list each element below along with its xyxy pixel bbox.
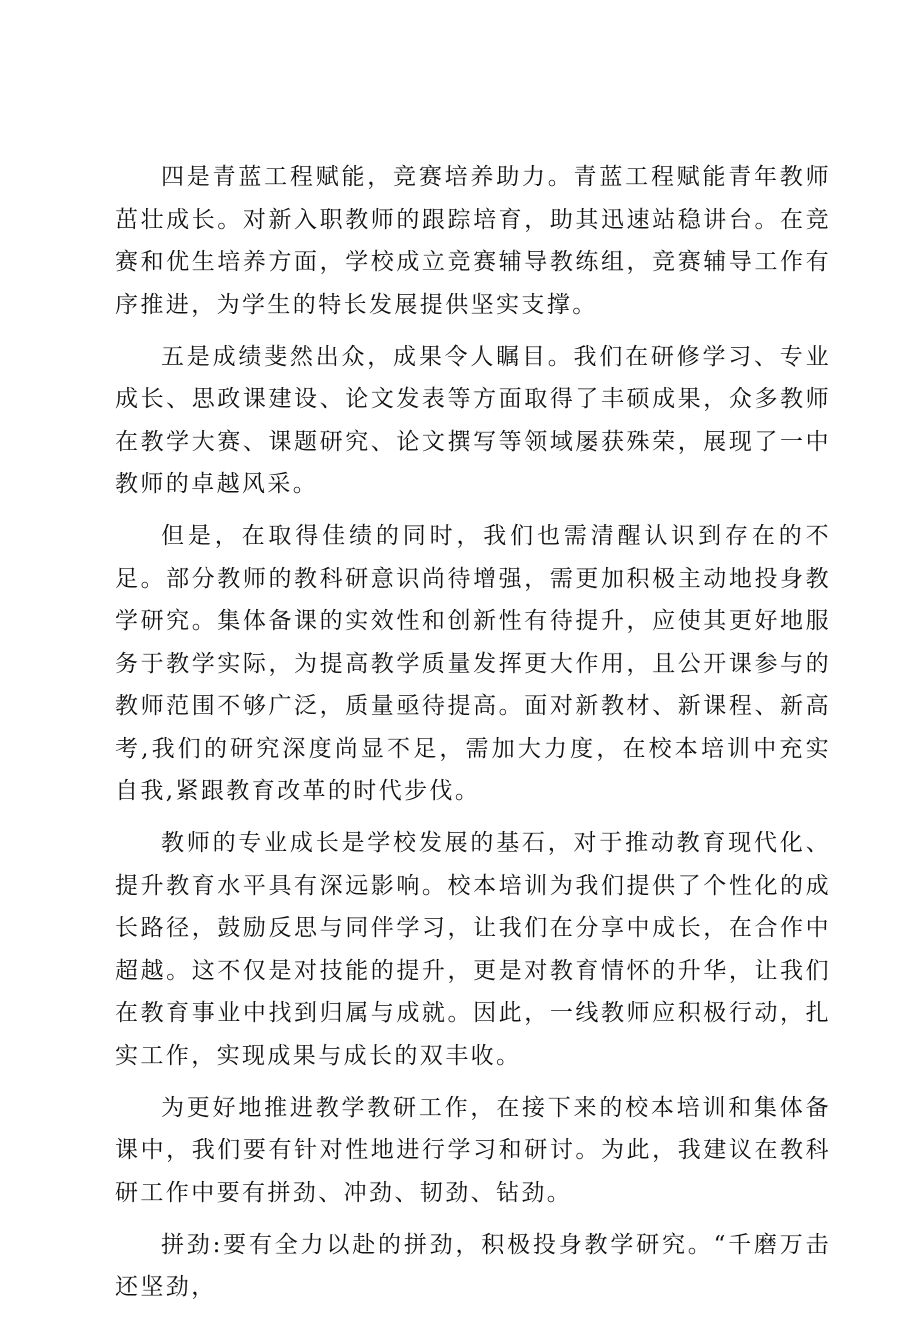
paragraph-2: 五是成绩斐然出众，成果令人瞩目。我们在研修学习、专业成长、思政课建设、论文发表等方面取得了丰硕成果，众多教师在教学大赛、课题研究、论文撰写等领域屡获殊荣，展现了一中教师的卓越风采。 [115,343,831,497]
paragraph-1: 四是青蓝工程赋能，竞赛培养助力。青蓝工程赋能青年教师茁壮成长。对新入职教师的跟踪培育，助其迅速站稳讲台。在竞赛和优生培养方面，学校成立竞赛辅导教练组，竞赛辅导工作有序推进，为学生的特长发展提供坚实支撑。 [115,164,831,318]
document-body [115,156,831,1318]
paragraph-6: 拼劲:要有全力以赴的拼劲，积极投身教学研究。“千磨万击还坚劲， [115,1231,831,1300]
paragraph-4: 教师的专业成长是学校发展的基石，对于推动教育现代化、提升教育水平具有深远影响。校本培训为我们提供了个性化的成长路径，鼓励反思与同伴学习，让我们在分享中成长，在合作中超越。这不仅是对技能的提升，更是对教育情怀的升华，让我们在教育事业中找到归属与成就。因此，一线教师应积极行动，扎实工作，实现成果与成长的双丰收。 [115,830,831,1069]
paragraph-3: 但是，在取得佳绩的同时，我们也需清醒认识到存在的不足。部分教师的教科研意识尚待增强，需更加积极主动地投身教学研究。集体备课的实效性和创新性有待提升，应使其更好地服务于教学实际，为提高教学质量发挥更大作用，且公开课参与的教师范围不够广泛，质量亟待提高。面对新教材、新课程、新高考,我们的研究深度尚显不足，需加大力度，在校本培训中充实自我,紧跟教育改革的时代步伐。 [115,523,831,804]
paragraph-5: 为更好地推进教学教研工作，在接下来的校本培训和集体备课中，我们要有针对性地进行学习和研讨。为此，我建议在教科研工作中要有拼劲、冲劲、韧劲、钻劲。 [115,1094,831,1206]
